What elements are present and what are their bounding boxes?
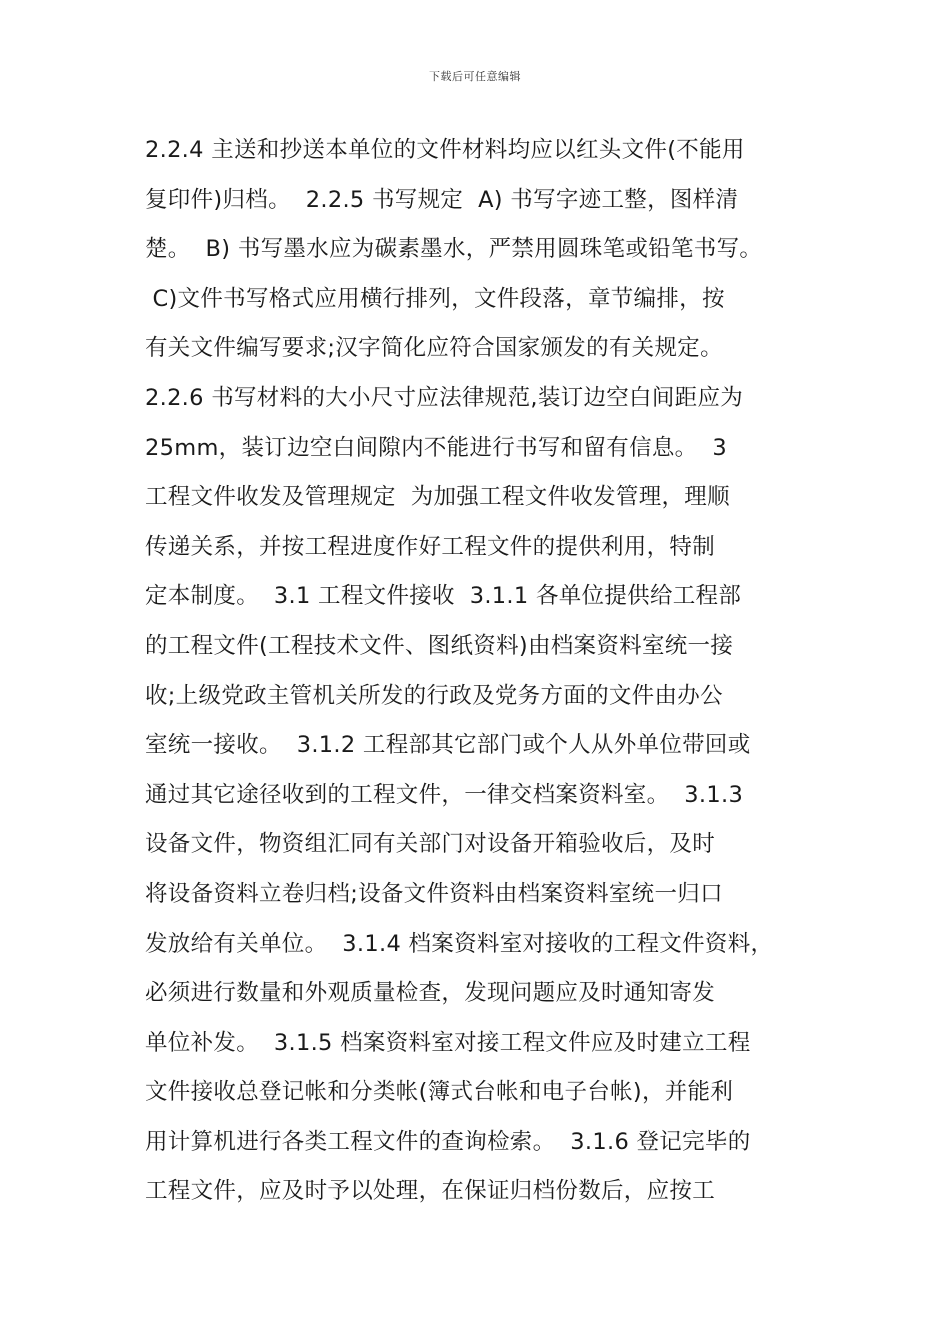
text-line: 有关文件编写要求;汉字简化应符合国家颁发的有关规定。 (145, 335, 723, 362)
text-line: 设备文件，物资组汇同有关部门对设备开箱验收后，及时 (145, 831, 716, 858)
text-line: 通过其它途径收到的工程文件，一律交档案资料室。 3.1.3 (145, 781, 744, 808)
text-line: C)文件书写格式应用横行排列，文件段落，章节编排，按 (145, 285, 725, 312)
text-line: 发放给有关单位。 3.1.4 档案资料室对接收的工程文件资料， (145, 930, 774, 957)
text-line: 复印件)归档。 2.2.5 书写规定 A) 书写字迹工整，图样清 (145, 186, 739, 213)
text-line: 传递关系，并按工程进度作好工程文件的提供利用，特制 (145, 533, 716, 560)
text-line: 收;上级党政主管机关所发的行政及党务方面的文件由办公 (145, 682, 723, 709)
text-line: 2.2.4 主送和抄送本单位的文件材料均应以红头文件(不能用 (145, 137, 745, 163)
text-line: 定本制度。 3.1 工程文件接收 3.1.1 各单位提供给工程部 (145, 583, 742, 610)
text-line: 文件接收总登记帐和分类帐(簿式台帐和电子台帐)，并能利 (145, 1079, 734, 1106)
text-line: 必须进行数量和外观质量检查，发现问题应及时通知寄发 (145, 980, 716, 1007)
text-line: 用计算机进行各类工程文件的查询检索。 3.1.6 登记完毕的 (145, 1128, 751, 1155)
text-line: 的工程文件(工程技术文件、图纸资料)由档案资料室统一接 (145, 632, 734, 659)
text-line: 工程文件收发及管理规定 为加强工程文件收发管理，理顺 (145, 484, 730, 511)
text-line: 25mm，装订边空白间隙内不能进行书写和留有信息。 3 (145, 434, 727, 461)
text-line: 将设备资料立卷归档;设备文件资料由档案资料室统一归口 (145, 880, 723, 907)
document-body (145, 126, 835, 1217)
page-header-note: 下载后可任意编辑 (429, 70, 521, 83)
text-line: 2.2.6 书写材料的大小尺寸应法律规范,装订边空白间距应为 (145, 384, 744, 411)
text-line: 楚。 B) 书写墨水应为碳素墨水，严禁用圆珠笔或铅笔书写。 (145, 236, 763, 263)
text-line: 工程文件，应及时予以处理，在保证归档份数后，应按工 (145, 1178, 716, 1205)
text-line: 室统一接收。 3.1.2 工程部其它部门或个人从外单位带回或 (145, 732, 751, 759)
text-line: 单位补发。 3.1.5 档案资料室对接工程文件应及时建立工程 (145, 1029, 751, 1056)
